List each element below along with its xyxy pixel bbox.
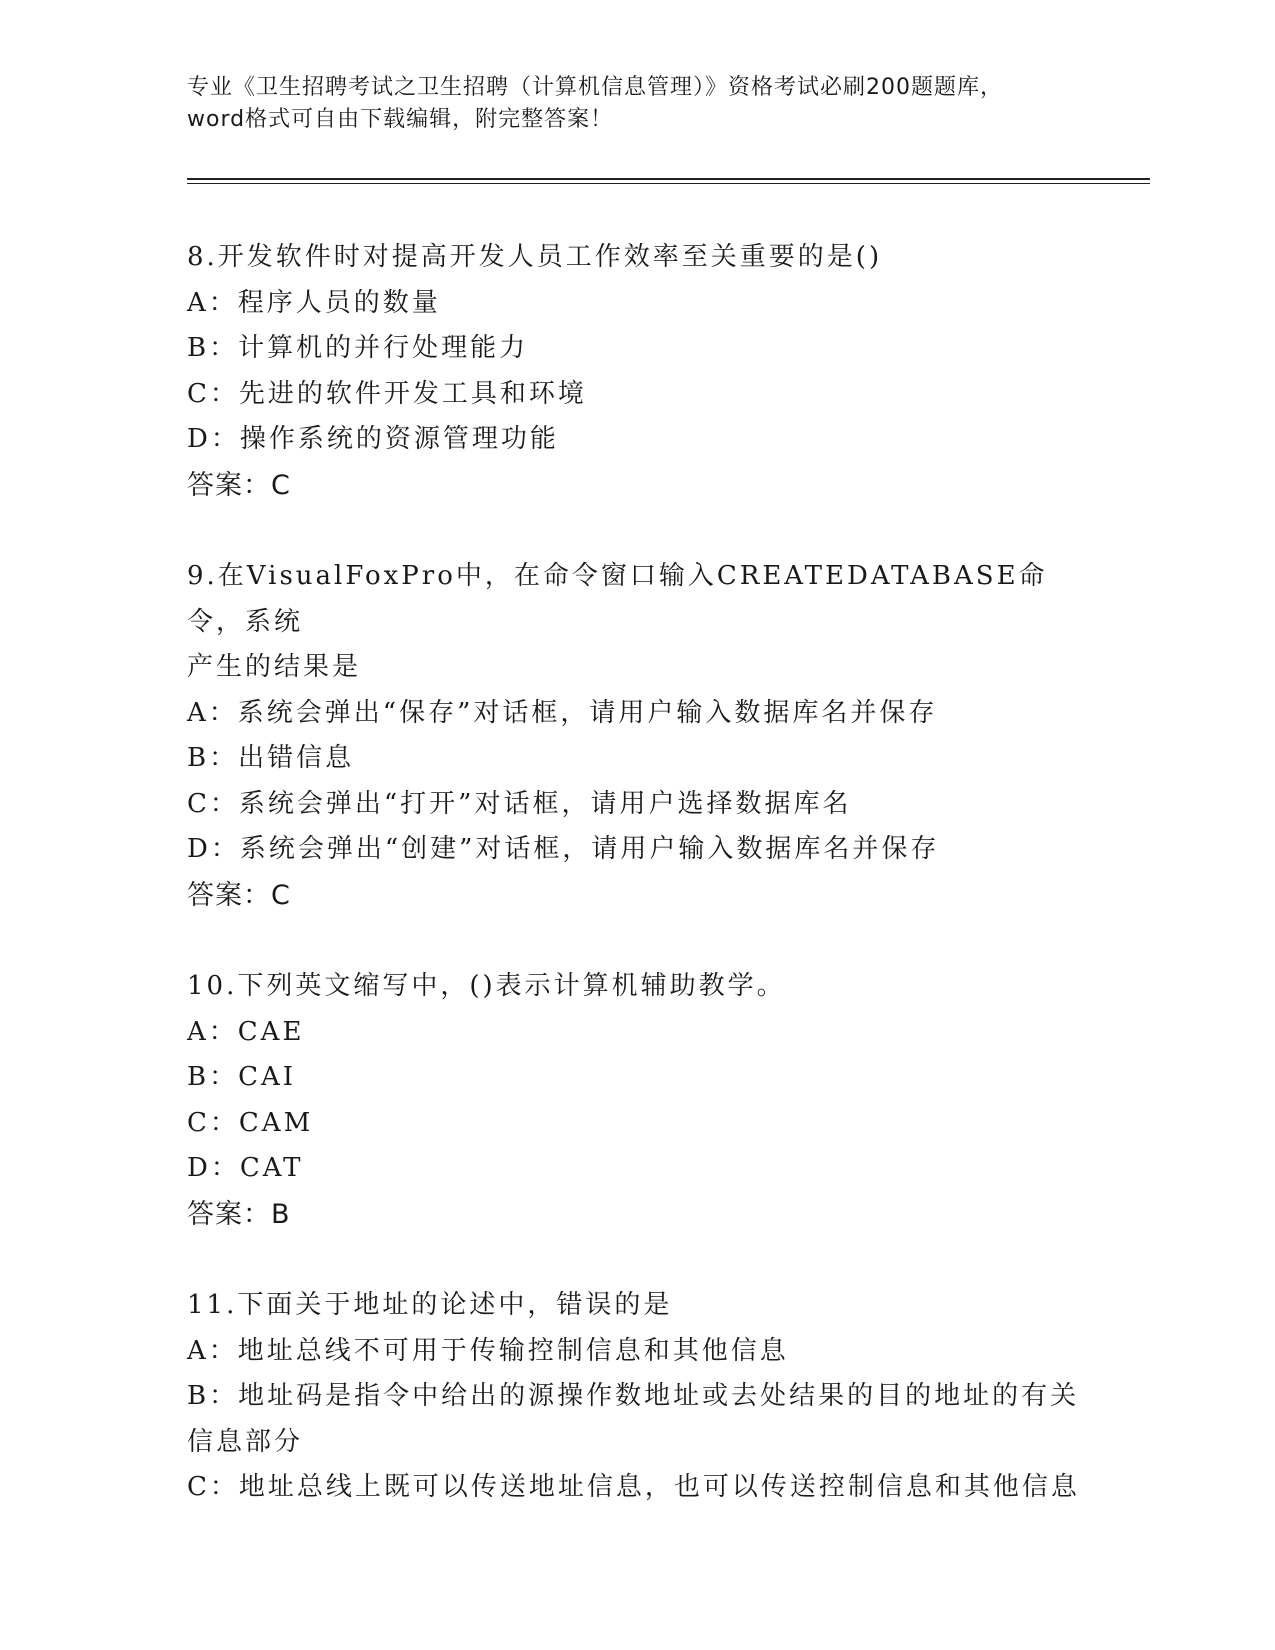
option-b: B：CAI <box>187 1062 297 1092</box>
option-d: D：CAT <box>187 1153 304 1183</box>
option-a: A：地址总线不可用于传输控制信息和其他信息 <box>187 1335 789 1366</box>
option-c: C：先进的软件开发工具和环境 <box>187 378 587 409</box>
question-stem: 11.下面关于地址的论述中，错误的是 <box>187 1290 673 1320</box>
option-c: C：地址总线上既可以传送地址信息，也可以传送控制信息和其他信息 <box>187 1472 1080 1502</box>
header-divider-thin <box>187 183 1150 184</box>
header-line-2: word格式可自由下载编辑，附完整答案！ <box>187 107 614 132</box>
option-c: C：系统会弹出“打开”对话框，请用户选择数据库名 <box>187 788 852 819</box>
question-stem: 9.在VisualFoxPro中，在命令窗口输入CREATEDATABASE命令，系统 <box>187 561 1048 637</box>
option-b: B：出错信息 <box>187 743 355 773</box>
option-d: D：操作系统的资源管理功能 <box>187 424 559 454</box>
answer-label: 答案：B <box>187 1198 291 1230</box>
question-8 <box>187 235 1087 508</box>
question-stem-continued: 产生的结果是 <box>187 652 362 682</box>
question-stem: 8.开发软件时对提高开发人员工作效率至关重要的是() <box>187 242 883 272</box>
document-header <box>187 72 1087 136</box>
header-divider-thick <box>187 178 1150 180</box>
question-list <box>187 235 1087 1557</box>
option-b: B：地址码是指令中给出的源操作数地址或去处结果的目的地址的有关 <box>187 1381 1080 1411</box>
option-d: D：系统会弹出“创建”对话框，请用户输入数据库名并保存 <box>187 834 940 864</box>
question-9 <box>187 554 1087 918</box>
question-11 <box>187 1283 1087 1511</box>
answer-label: 答案：C <box>187 879 291 911</box>
question-10 <box>187 964 1087 1237</box>
option-c: C：CAM <box>187 1107 314 1138</box>
option-a: A：CAE <box>187 1016 305 1047</box>
option-b-continued: 信息部分 <box>187 1426 304 1457</box>
question-stem: 10.下列英文缩写中，()表示计算机辅助教学。 <box>187 971 786 1001</box>
answer-label: 答案：C <box>187 469 291 501</box>
option-a: A：系统会弹出“保存”对话框，请用户输入数据库名并保存 <box>187 697 938 728</box>
header-line-1: 专业《卫生招聘考试之卫生招聘（计算机信息管理）》资格考试必刷200题题库， <box>187 75 1003 100</box>
option-b: B：计算机的并行处理能力 <box>187 333 529 363</box>
option-a: A：程序人员的数量 <box>187 287 441 318</box>
